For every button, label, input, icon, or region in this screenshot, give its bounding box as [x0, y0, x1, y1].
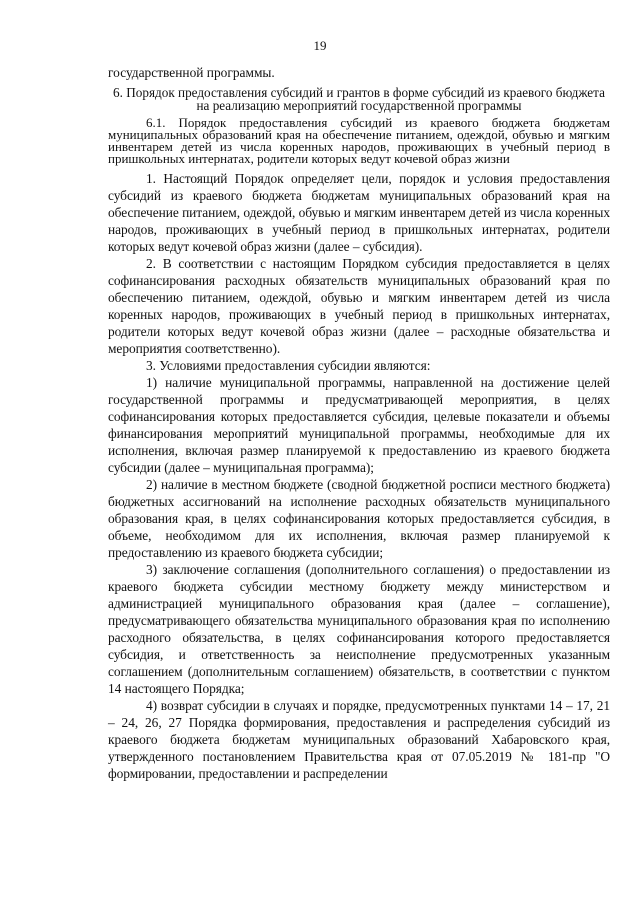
- paragraph: 2) наличие в местном бюджете (сводной бюджетной росписи местного бюджета) бюджетных ассигнований на исполнение расходных обязательств муниципального образования края, в целях софинансирования которых предоставляется субсидия, в объеме, необходимом для их исполнения, включая размер планируемой к предоставлению из краевого бюджета субсидии;: [108, 477, 610, 560]
- paragraph: 4) возврат субсидии в случаях и порядке, предусмотренных пунктами 14 – 17, 21 – 24, 26, 27 Порядка формирования, предоставления и распределения субсидий из краевого бюджета бюджетам муниципальных образований Хабаровского края, утвержденного постановлением Правительства края от 07.05.2019 № 181-пр "О формировании, предоставлении и распределении: [108, 698, 610, 781]
- continuation-text: государственной программы.: [108, 65, 275, 80]
- paragraph: 3) заключение соглашения (дополнительного соглашения) о предоставлении из краевого бюджета субсидии местному бюджету между министерством и администрацией муниципального образования края (далее – соглашение), предусматривающего обязательства муниципального образования края по исполнению расходного обязательства, в целях софинансирования которого предоставляется субсидия, и ответственность за неисполнение предусмотренных указанным соглашением (дополнительным соглашением) обязательств, в соответствии с пунктом 14 настоящего Порядка;: [108, 562, 610, 696]
- section-heading: 6. Порядок предоставления субсидий и грантов в форме субсидий из краевого бюджета на реализацию мероприятий государственной программы: [113, 85, 605, 113]
- page-body: [108, 65, 610, 782]
- paragraph: 1. Настоящий Порядок определяет цели, порядок и условия предоставления субсидий из краевого бюджета бюджетам муниципальных образований края на обеспечение питанием, одеждой, обувью и мягким инвентарем детей из числа коренных народов, проживающих в учебный период в пришкольных интернатах, родители которых ведут кочевой образ жизни (далее – субсидия).: [108, 171, 610, 254]
- paragraph: 2. В соответствии с настоящим Порядком субсидия предоставляется в целях софинансирования расходных обязательств муниципальных образований края по обеспечению питанием, одеждой, обувью и мягким инвентарем детей из числа коренных народов, проживающих в учебный период в пришкольных интернатах, родители которых ведут кочевой образ жизни (далее – расходные обязательства и мероприятия соответственно).: [108, 256, 610, 356]
- paragraph: 3. Условиями предоставления субсидии являются:: [146, 358, 431, 373]
- page-number: 19: [313, 38, 327, 53]
- paragraph: 1) наличие муниципальной программы, направленной на достижение целей государственной программы и предусматривающей мероприятия, в целях софинансирования которых предоставляется субсидия, целевые показатели и объемы финансирования мероприятий муниципальной программы, необходимые для их исполнения, включая размер планируемой к предоставлению из краевого бюджета субсидии (далее – муниципальная программа);: [108, 375, 610, 475]
- subsection-heading: 6.1. Порядок предоставления субсидий из краевого бюджета бюджетам муниципальных образований края на обеспечение питанием, одеждой, обувью и мягким инвентарем детей из числа коренных народов, проживающих в учебный период в пришкольных интернатах, родители которых ведут кочевой образ жизни: [108, 115, 610, 166]
